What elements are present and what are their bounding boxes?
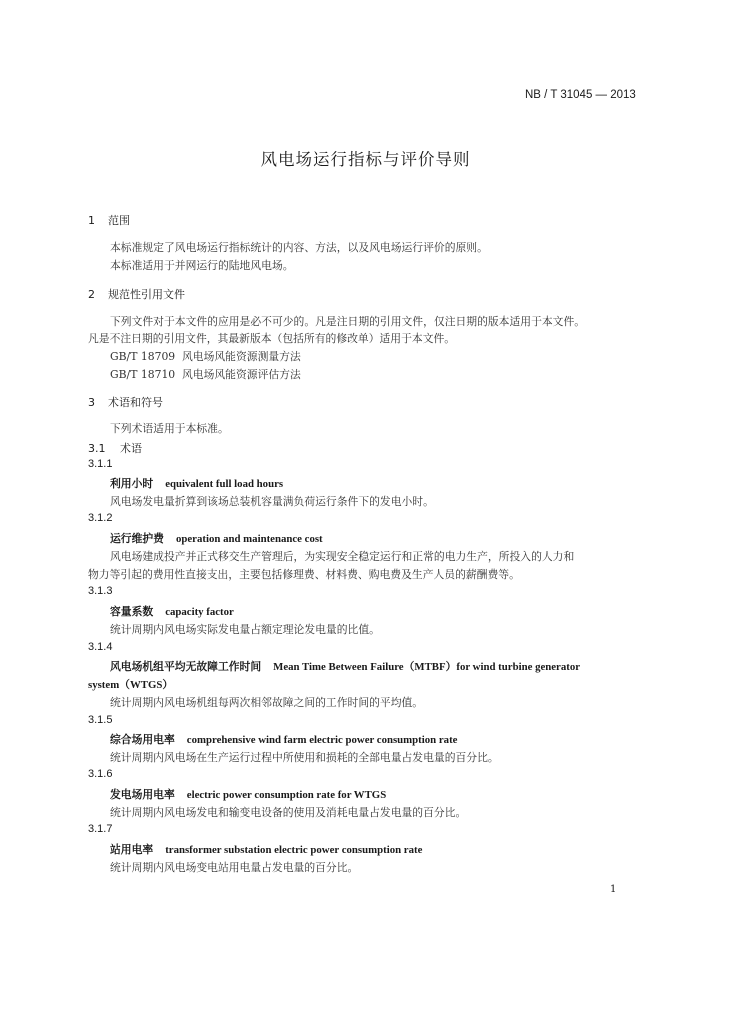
term-zh: 容量系数	[110, 605, 154, 618]
term-definition-line-2: 物力等引起的费用性直接支出，主要包括修理费、材料费、购电费及生产人员的薪酬费等。	[88, 568, 520, 581]
page-number: 1	[610, 884, 617, 895]
term-definition: 统计周期内风电场实际发电量占额定理论发电量的比值。	[110, 623, 380, 636]
term-en: comprehensive wind farm electric power consumption rate	[186, 734, 458, 746]
term-zh: 利用小时	[110, 477, 154, 490]
section-3-title: 术语和符号	[108, 396, 163, 409]
reference-code: GB/T 18710	[110, 368, 176, 381]
subsection-title: 术语	[120, 442, 142, 455]
term-heading	[110, 842, 422, 857]
term-en: operation and maintenance cost	[175, 533, 323, 545]
standard-code: NB / T 31045 — 2013	[525, 89, 636, 101]
subsection-3-1-heading	[88, 440, 142, 456]
term-number: 3.1.7	[88, 823, 113, 835]
section-3-heading	[88, 394, 163, 410]
term-definition: 风电场发电量折算到该场总装机容量满负荷运行条件下的发电小时。	[110, 495, 434, 508]
section-1-para-1: 本标准规定了风电场运行指标统计的内容、方法，以及风电场运行评价的原则。	[110, 241, 488, 254]
section-2-title: 规范性引用文件	[108, 288, 185, 301]
term-heading	[110, 476, 283, 491]
term-definition: 统计周期内风电场变电站用电量占发电量的百分比。	[110, 861, 359, 874]
term-heading	[110, 732, 457, 747]
term-number: 3.1.2	[88, 512, 113, 524]
term-definition: 统计周期内风电场机组每两次相邻故障之间的工作时间的平均值。	[110, 696, 424, 709]
subsection-number: 3.1	[88, 442, 106, 455]
term-zh: 站用电率	[110, 843, 154, 856]
section-1-heading	[88, 212, 130, 228]
term-definition: 统计周期内风电场发电和输变电设备的使用及消耗电量占发电量的百分比。	[110, 806, 467, 819]
term-en: equivalent full load hours	[165, 478, 284, 490]
section-1-title: 范围	[108, 214, 130, 227]
term-heading	[110, 659, 580, 674]
term-en: Mean Time Between Failure（MTBF）for wind turbine generator	[273, 661, 581, 673]
reference-code: GB/T 18709	[110, 350, 176, 363]
term-number: 3.1.6	[88, 768, 113, 780]
term-zh: 运行维护费	[110, 532, 164, 545]
term-definition-line-1: 风电场建成投产并正式移交生产管理后，为实现安全稳定运行和正常的电力生产，所投入的人力和	[110, 550, 575, 563]
section-3-intro: 下列术语适用于本标准。	[110, 422, 229, 435]
section-1-para-2: 本标准适用于并网运行的陆地风电场。	[110, 259, 294, 272]
term-zh: 发电场用电率	[110, 788, 175, 801]
reference-title: 风电场风能资源评估方法	[182, 368, 301, 381]
term-heading	[110, 787, 386, 802]
term-definition: 统计周期内风电场在生产运行过程中所使用和损耗的全部电量占发电量的百分比。	[110, 751, 499, 764]
term-number: 3.1.4	[88, 641, 113, 653]
term-en-line-2: system（WTGS）	[88, 679, 174, 691]
term-heading-continuation	[88, 677, 173, 692]
section-2-para-line-2: 凡是不注日期的引用文件，其最新版本（包括所有的修改单）适用于本文件。	[88, 332, 456, 345]
section-1-number: 1	[88, 214, 95, 227]
term-en: transformer substation electric power consumption rate	[165, 844, 423, 856]
term-number: 3.1.1	[88, 458, 113, 470]
section-3-number: 3	[88, 396, 95, 409]
reference-title: 风电场风能资源测量方法	[182, 350, 301, 363]
section-2-heading	[88, 286, 185, 302]
term-number: 3.1.5	[88, 714, 113, 726]
term-en: electric power consumption rate for WTGS	[186, 789, 387, 801]
term-heading	[110, 604, 234, 619]
section-2-number: 2	[88, 288, 95, 301]
term-number: 3.1.3	[88, 585, 113, 597]
reference-item	[110, 367, 301, 382]
document-title: 风电场运行指标与评价导则	[260, 150, 471, 169]
term-zh: 综合场用电率	[110, 733, 175, 746]
term-heading	[110, 531, 323, 546]
term-zh: 风电场机组平均无故障工作时间	[110, 660, 262, 673]
term-en: capacity factor	[165, 606, 234, 618]
reference-item	[110, 349, 301, 364]
section-2-para-line-1: 下列文件对于本文件的应用是必不可少的。凡是注日期的引用文件，仅注日期的版本适用于本文件。	[110, 315, 586, 328]
